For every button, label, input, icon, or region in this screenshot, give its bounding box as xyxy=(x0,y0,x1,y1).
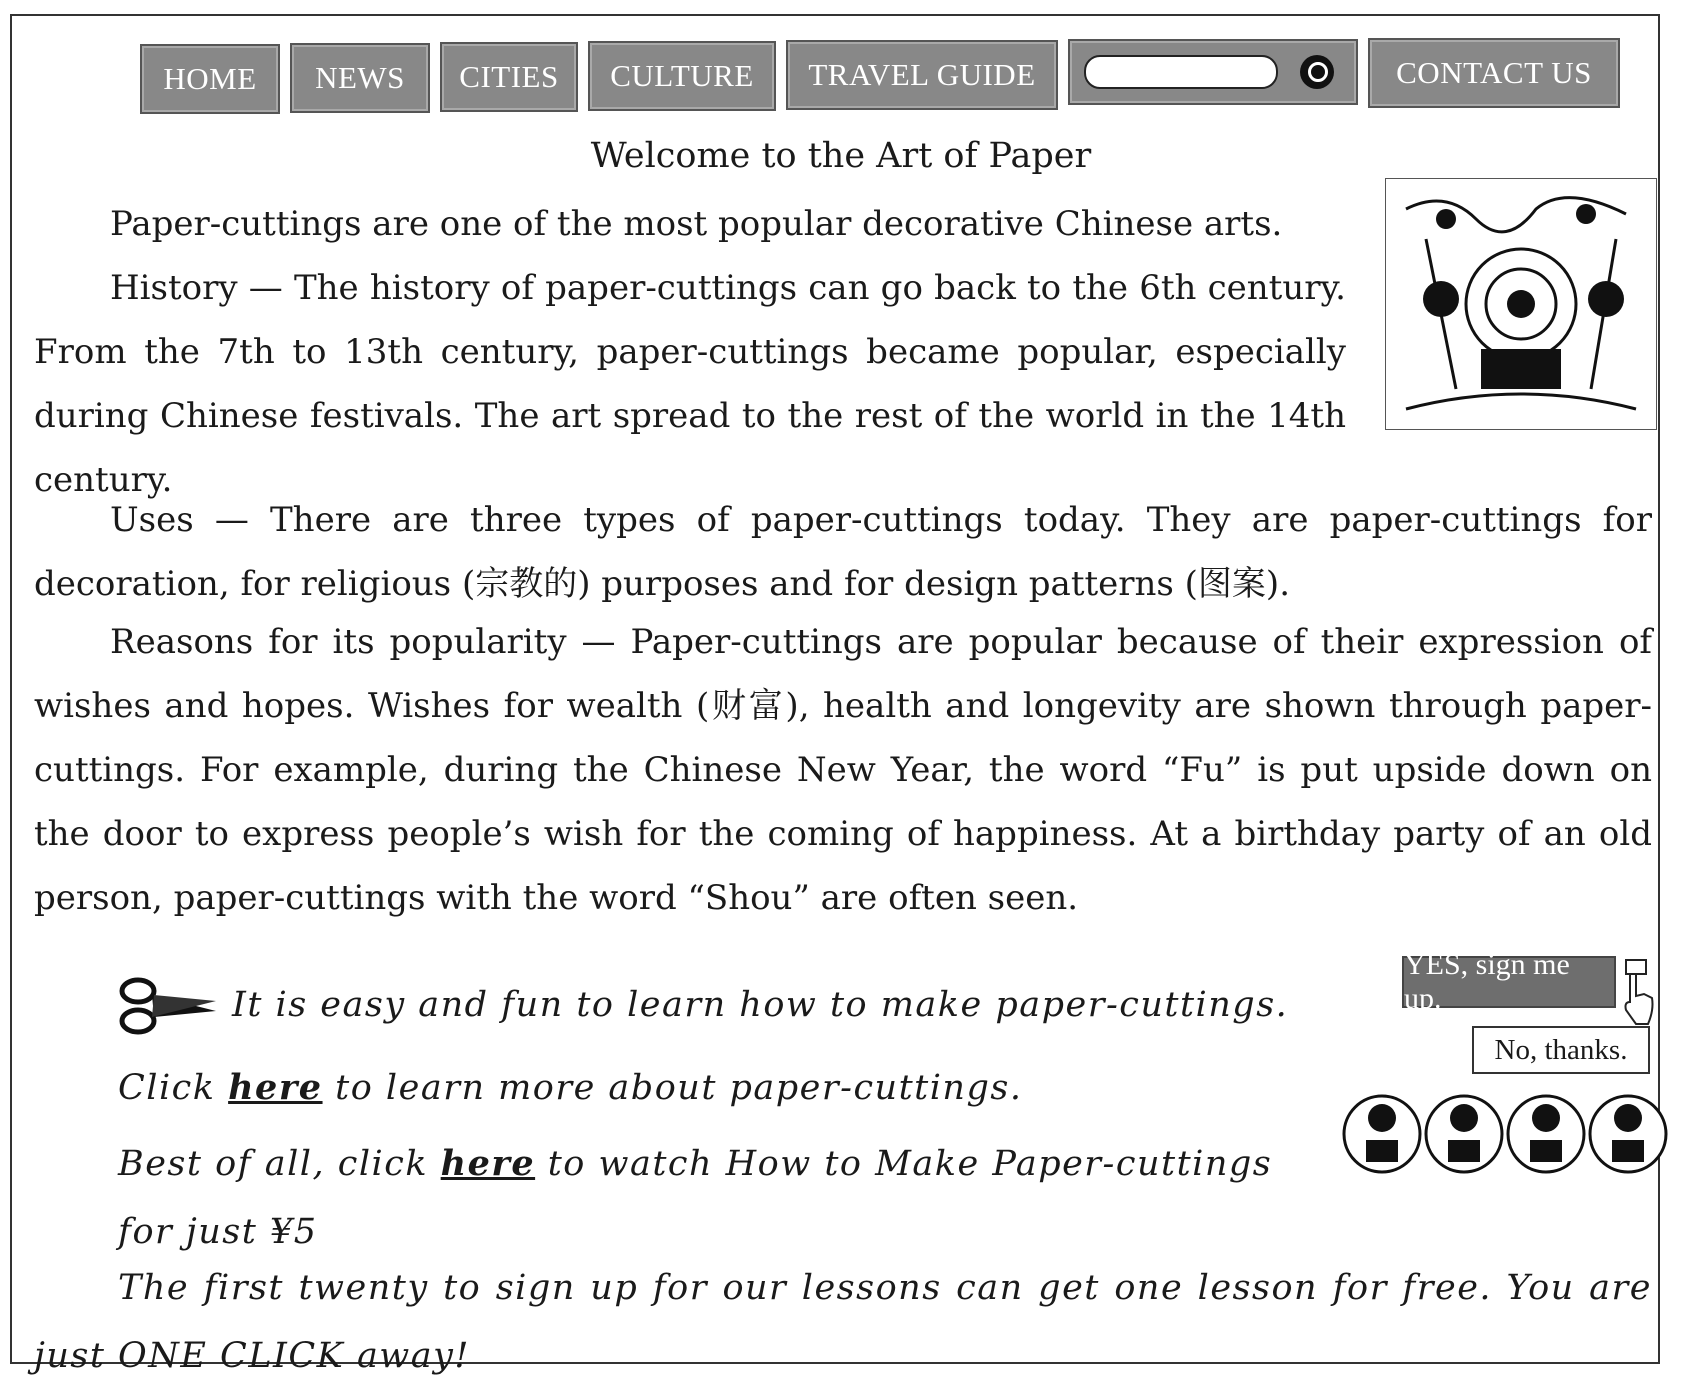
nav-cities[interactable]: CITIES xyxy=(440,42,578,112)
pointing-hand-icon xyxy=(1618,958,1658,1026)
nav-contact-us[interactable]: CONTACT US xyxy=(1368,38,1620,108)
uses-paragraph: Uses — There are three types of paper-cuttings today. They are paper-cuttings for decoration, for religious (宗教的) purposes and for design patterns (图案). xyxy=(34,500,1652,604)
watch-video-link[interactable]: here xyxy=(440,1143,536,1184)
search-icon[interactable] xyxy=(1300,55,1334,89)
search-bar xyxy=(1068,39,1358,105)
doll-paper-cuttings-image xyxy=(1340,1080,1670,1180)
paper-cutting-image xyxy=(1385,178,1657,430)
scissors-icon xyxy=(118,975,218,1037)
no-thanks-button[interactable]: No, thanks. xyxy=(1472,1026,1650,1074)
reasons-paragraph: Reasons for its popularity — Paper-cuttings are popular because of their expression of wishes and hopes. Wishes for wealth (财富), health and longevity are shown through paper-cuttings. For example, during the Chinese New Year, the word “Fu” is put upside down on the door to express people’s wish for the coming of happiness. At a birthday party of an old person, paper-cuttings with the word “Shou” are often seen. xyxy=(34,622,1652,918)
free-lesson-text: The first twenty to sign up for our lessons can get one lesson for free. You are just ONE CLICK away! xyxy=(34,1268,1652,1376)
intro-paragraph: Paper-cuttings are one of the most popular decorative Chinese arts. xyxy=(110,204,1283,244)
history-paragraph: History — The history of paper-cuttings can go back to the 6th century. From the 7th to 13th century, paper-cuttings became popular, especially during Chinese festivals. The art spread to the rest of the world in the 14th century. xyxy=(34,268,1346,500)
nav-culture[interactable]: CULTURE xyxy=(588,41,776,111)
sign-up-button[interactable]: YES, sign me up. xyxy=(1402,956,1616,1008)
watch-video-text: Best of all, click here to watch How to Make Paper-cuttings for just ¥5 xyxy=(118,1143,1273,1252)
nav-travel-guide[interactable]: TRAVEL GUIDE xyxy=(786,40,1058,110)
nav-home[interactable]: HOME xyxy=(140,44,280,114)
top-nav xyxy=(140,32,1620,100)
learn-more-link[interactable]: here xyxy=(228,1067,323,1108)
nav-news[interactable]: NEWS xyxy=(290,43,430,113)
search-input[interactable] xyxy=(1084,55,1278,89)
learn-more-text: Click here to learn more about paper-cuttings. xyxy=(118,1067,1023,1108)
easy-text: It is easy and fun to learn how to make paper-cuttings. xyxy=(232,985,1289,1025)
page-title: Welcome to the Art of Paper xyxy=(590,136,1092,176)
